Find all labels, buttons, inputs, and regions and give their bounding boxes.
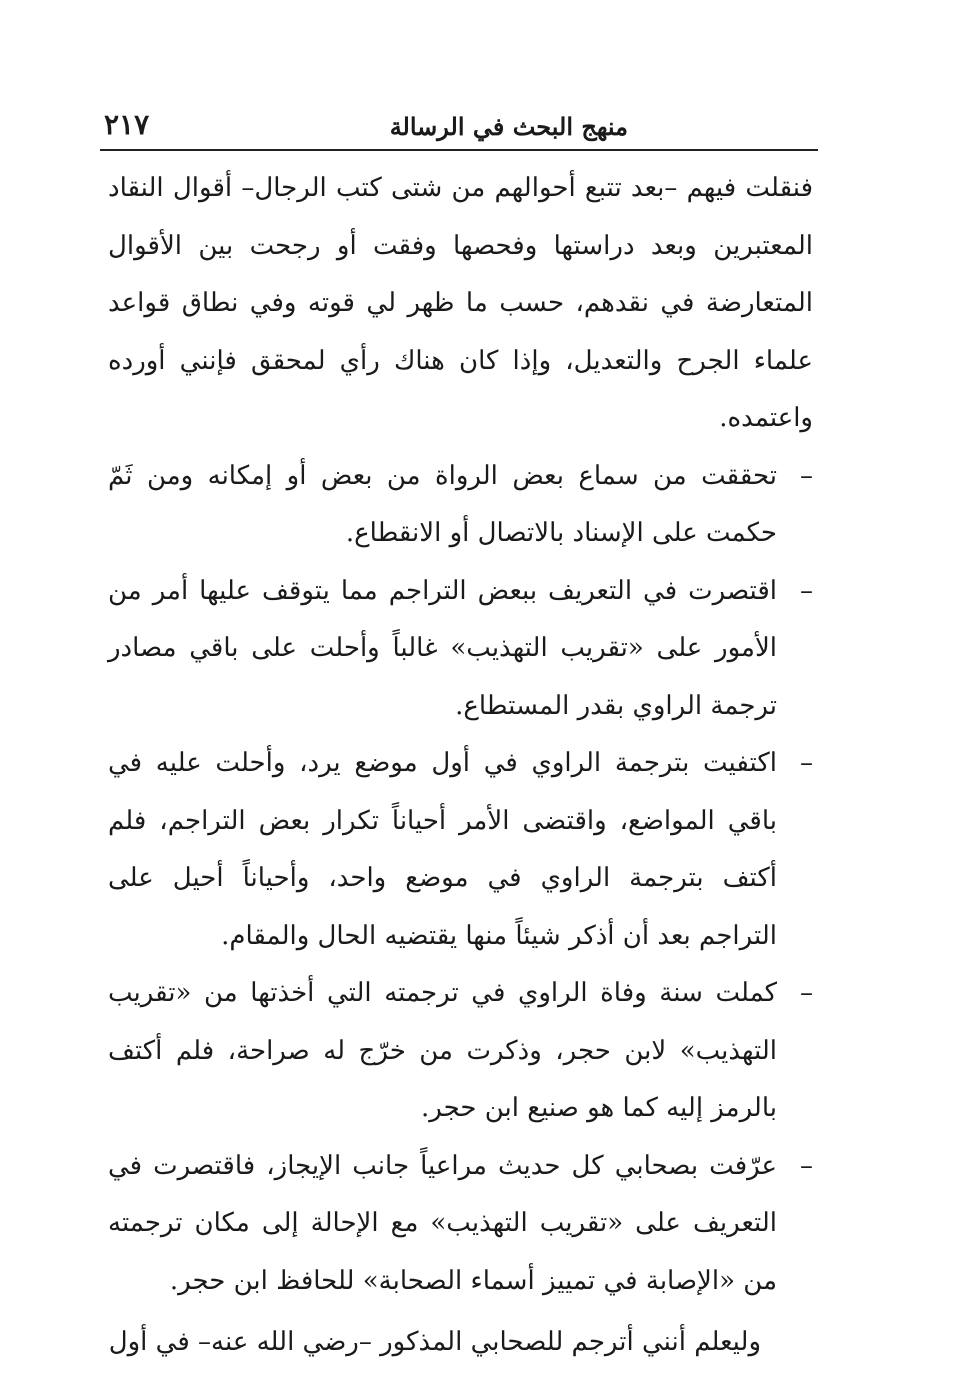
page-number: ٢١٧ xyxy=(104,108,150,141)
list-item xyxy=(108,448,813,563)
list-item-text: اكتفيت بترجمة الراوي في أول موضع يرد، وأحلت عليه في باقي المواضع، واقتضى الأمر أحياناً تكرار بعض التراجم، فلم أكتف بترجمة الراوي في موضع واحد، وأحياناً أحيل على التراجم بعد أن أذكر شيئاً منها يقتضيه الحال والمقام. xyxy=(108,748,777,951)
page-header xyxy=(100,108,818,148)
body-text xyxy=(108,160,813,1372)
list-bullet: – xyxy=(800,978,813,1008)
list-bullet: – xyxy=(800,1150,813,1181)
list-item-text: كملت سنة وفاة الراوي في ترجمته التي أخذتها من «تقريب التهذيب» لابن حجر، وذكرت من خرّج له صراحة، فلم أكتف بالرمز إليه كما هو صنيع ابن حجر. xyxy=(108,978,777,1123)
running-title: منهج البحث في الرسالة xyxy=(389,112,628,141)
list-item xyxy=(108,563,813,736)
closing-line: وليعلم أنني أترجم للصحابي المذكور –رضي الله عنه– في أول xyxy=(108,1327,761,1357)
list-item xyxy=(108,965,813,1138)
list-bullet: – xyxy=(800,460,813,491)
list-item-text: تحققت من سماع بعض الرواة من بعض أو إمكانه ومن ثَمّ حكمت على الإسناد بالاتصال أو الانقطاع. xyxy=(108,460,778,548)
list-item xyxy=(108,1138,813,1311)
list-item-text: اقتصرت في التعريف ببعض التراجم مما يتوقف عليها أمر من الأمور على «تقريب التهذيب» غالباً وأحلت على باقي مصادر ترجمة الراوي بقدر المستطاع. xyxy=(108,575,777,721)
intro-paragraph: فنقلت فيهم –بعد تتبع أحوالهم من شتى كتب الرجال– أقوال النقاد المعتبرين وبعد دراستها وفحصها وفقت أو رجحت بين الأقوال المتعارضة في نقدهم، حسب ما ظهر لي قوته وفي نطاق قواعد علماء الجرح والتعديل، وإذا كان هناك رأي لمحقق فإنني أورده واعتمده. xyxy=(108,173,813,433)
header-rule xyxy=(100,149,818,151)
list-item-text: عرّفت بصحابي كل حديث مراعياً جانب الإيجاز، فاقتصرت في التعريف على «تقريب التهذيب» مع الإحالة إلى مكان ترجمته من «الإصابة في تمييز أسماء الصحابة» للحافظ ابن حجر. xyxy=(108,1150,777,1296)
list-item xyxy=(108,735,813,965)
list-bullet: – xyxy=(800,748,813,778)
list-bullet: – xyxy=(800,575,813,606)
